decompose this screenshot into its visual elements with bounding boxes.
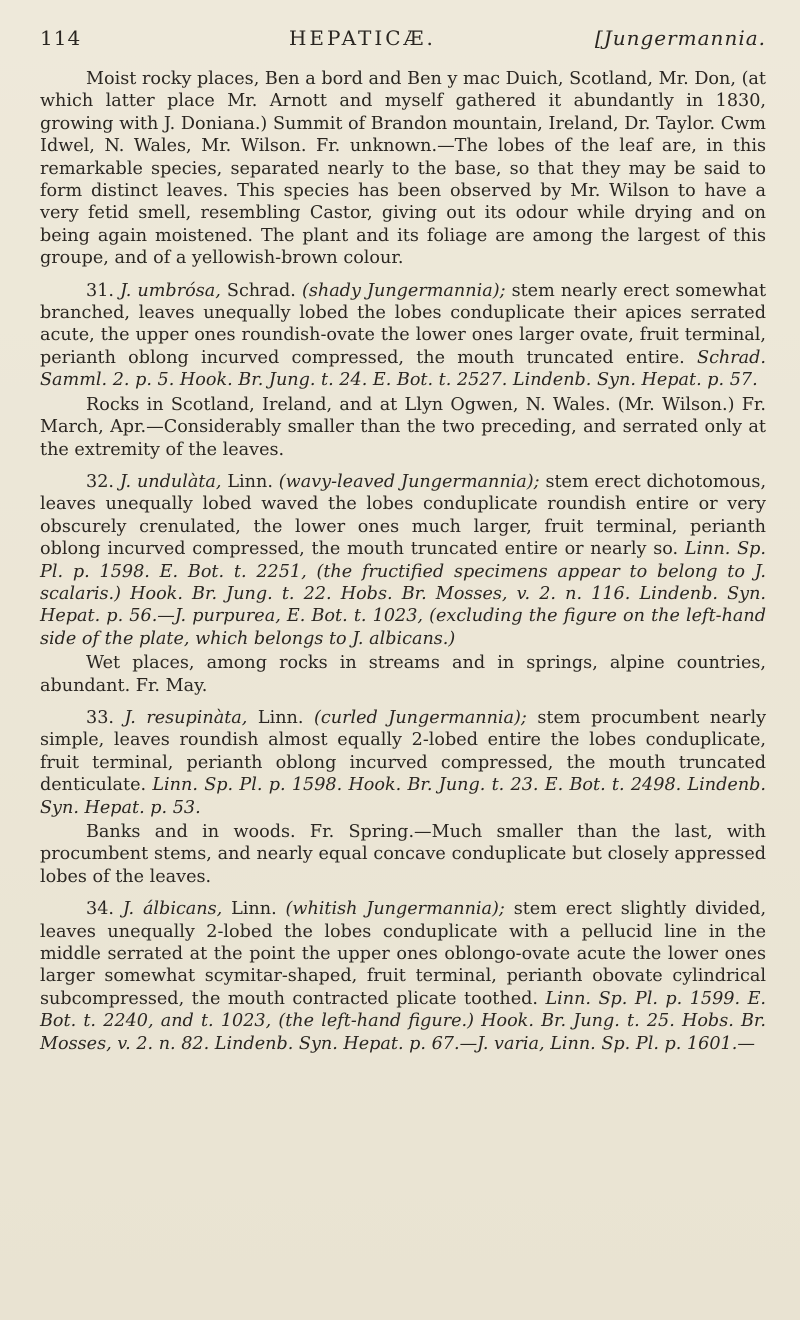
species-description: stem erect dichotomous, leaves unequally lobed waved the lobes conduplicate roundish entire or very obscurely crenulated, the lower ones much larger, fruit terminal, perianth oblong incurved compressed, the mouth truncated entire or nearly so.: [40, 471, 767, 560]
body-text: [40, 68, 766, 1055]
species-habitat: Banks and in woods. Fr. Spring.—Much smaller than the last, with procumbent stems, and nearly equal concave conduplicate but closely appressed lobes of the leaves.: [40, 822, 766, 887]
species-authority: Linn.: [231, 899, 277, 920]
species-habitat: Wet places, among rocks in streams and in springs, alpine countries, abundant. Fr. May.: [40, 653, 766, 696]
species-common-name: (whitish Jungermannia);: [285, 899, 505, 920]
species-habitat: Rocks in Scotland, Ireland, and at Llyn Ogwen, N. Wales. (Mr. Wilson.) Fr. March, Apr.—Considerably smaller than the two preceding, and serrated only at the extremity of the leaves.: [40, 394, 766, 460]
running-genus: [Jungermannia.: [594, 26, 766, 50]
page-number: 114: [40, 26, 82, 50]
species-common-name: (curled Jungermannia);: [314, 707, 527, 728]
species-references: Linn. Sp. Pl. p. 1598. Hook. Br. Jung. t. 23. E. Bot. t. 2498. Lindenb. Syn. Hepat. p. 53.: [40, 775, 767, 818]
species-entry-33: [40, 707, 766, 819]
species-common-name: (wavy-leaved Jungermannia);: [278, 471, 540, 492]
species-number: 31.: [86, 280, 114, 301]
species-name: J. umbrósa,: [120, 280, 221, 301]
species-number: 32.: [86, 471, 114, 492]
species-references: Linn. Sp. Pl. p. 1598. E. Bot. t. 2251, (the fructified specimens appear to belong to J. scalaris.) Hook. Br. Jung. t. 22. Hobs. Br. Mosses, v. 2. n. 116. Lindenb. Syn. Hepat. p. 56.—J. purpurea, E. Bot. t. 1023, (excluding the figure on the left-hand side of the plate, which belongs to J. albicans.): [40, 539, 766, 649]
running-head: [40, 26, 766, 50]
species-name: J. álbicans,: [122, 899, 223, 920]
species-references: Linn. Sp. Pl. p. 1599. E. Bot. t. 2240, and t. 1023, (the left-hand figure.) Hook. Br. Jung. t. 25. Hobs. Br. Mosses, v. 2. n. 82. Lindenb. Syn. Hepat. p. 67.—J. varia, Linn. Sp. Pl. p. 1601.—: [40, 988, 767, 1054]
paragraph-continuation: Moist rocky places, Ben a bord and Ben y mac Duich, Scotland, Mr. Don, (at which latter place Mr. Arnott and myself gathered it abundantly in 1830, growing with J. Doniana.) Summit of Brandon mountain, Ireland, Dr. Taylor. Cwm Idwel, N. Wales, Mr. Wilson. Fr. unknown.—The lobes of the leaf are, in this remarkable species, separated nearly to the base, so that they may be said to form distinct leaves. This species has been observed by Mr. Wilson to have a very fetid smell, resembling Castor, giving out its odour while drying and on being again moistened. The plant and its foliage are among the largest of this groupe, and of a yellowish-brown colour.: [40, 69, 766, 269]
species-name: J. resupinàta,: [124, 707, 248, 728]
species-description: stem procumbent nearly simple, leaves roundish almost equally 2-lobed entire the lobes conduplicate, fruit terminal, perianth oblong incurved compressed, the mouth truncated denticulate.: [40, 707, 767, 796]
running-title: HEPATICÆ.: [288, 26, 436, 50]
species-common-name: (shady Jungermannia);: [301, 280, 506, 301]
species-description: stem erect slightly divided, leaves unequally 2-lobed the lobes conduplicate with a pellucid line in the middle serrated at the point the upper ones oblongo-ovate acute the lower ones larger somewhat scymitar-shaped, fruit terminal, perianth obovate cylindrical subcompressed, the mouth contracted plicate toothed.: [40, 899, 767, 1009]
species-number: 34.: [86, 899, 114, 920]
species-authority: Linn.: [257, 707, 304, 728]
species-name: J. undulàta,: [119, 471, 222, 492]
species-entry-32: [40, 471, 766, 650]
species-references: Schrad. Samml. 2. p. 5. Hook. Br. Jung. t. 24. E. Bot. t. 2527. Lindenb. Syn. Hepat. p. 57.: [40, 347, 767, 391]
species-entry-34: [40, 898, 766, 1055]
species-number: 33.: [86, 707, 114, 728]
species-description: stem nearly erect somewhat branched, leaves unequally lobed the lobes conduplicate their apices serrated acute, the upper ones roundish-ovate the lower ones larger ovate, fruit terminal, perianth oblong incurved compressed, the mouth truncated entire.: [40, 280, 767, 368]
species-authority: Schrad.: [226, 280, 296, 301]
species-authority: Linn.: [227, 471, 273, 492]
species-entry-31: [40, 280, 766, 392]
